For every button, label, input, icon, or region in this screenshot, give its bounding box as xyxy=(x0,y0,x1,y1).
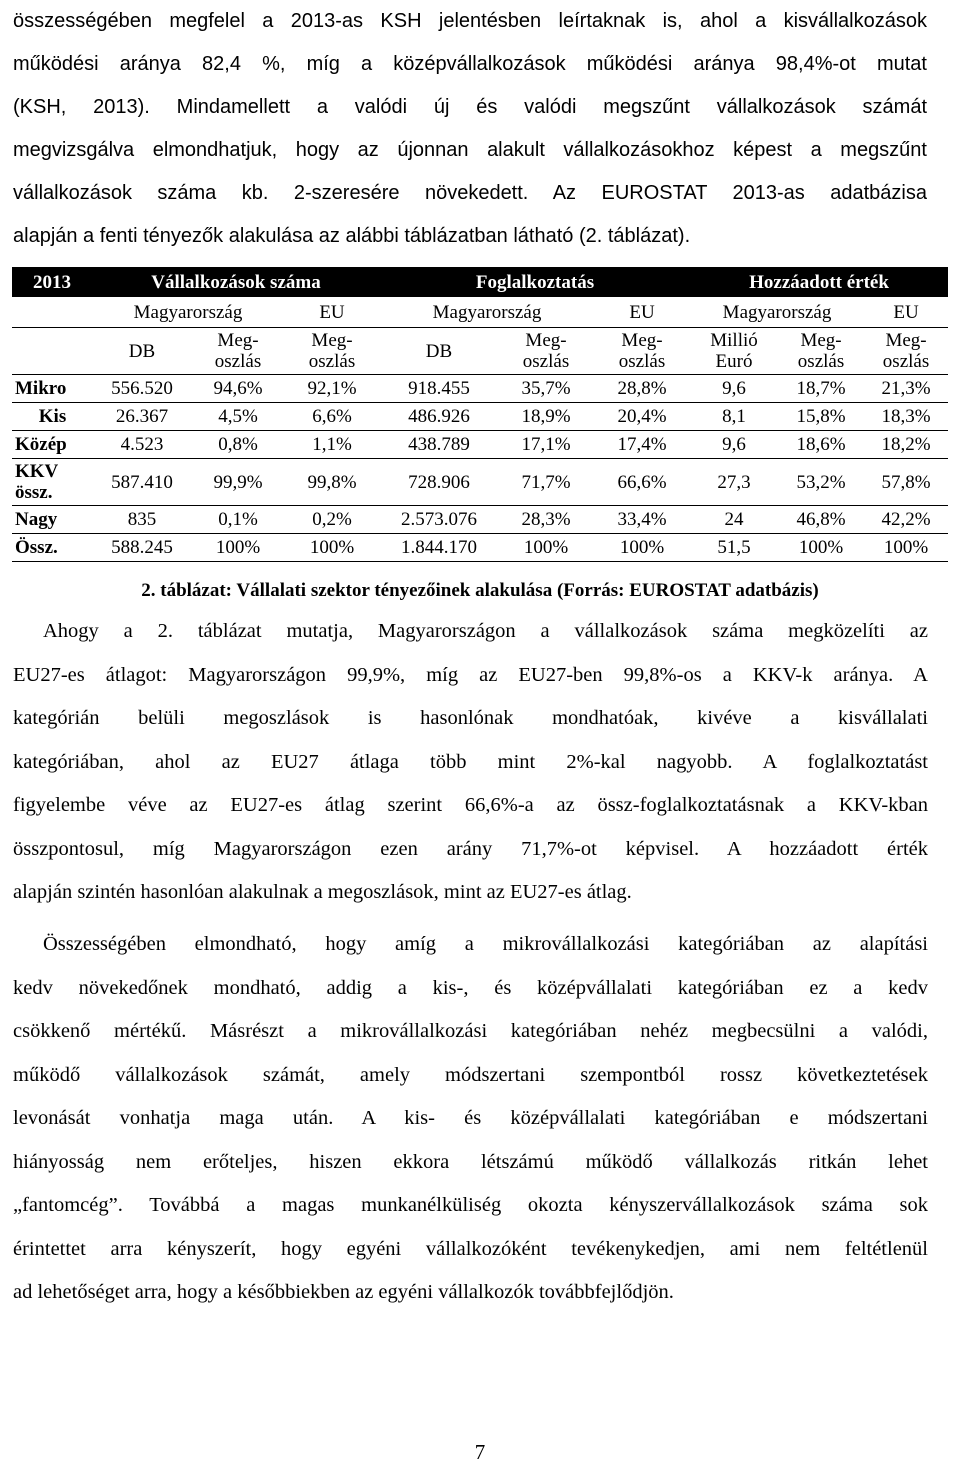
table-row xyxy=(12,431,948,459)
header-group: Hozzáadott érték xyxy=(690,267,948,297)
table-cell: 28,3% xyxy=(498,506,594,534)
text-line: Ahogy a 2. táblázat mutatja, Magyarországon a vállalkozások száma megközelíti az xyxy=(43,620,928,642)
table-cell: 27,3 xyxy=(690,459,778,506)
table-row xyxy=(12,534,948,562)
table-header-measures xyxy=(12,328,948,375)
table-row xyxy=(12,459,948,506)
row-label: Össz. xyxy=(12,534,92,562)
table-cell: 35,7% xyxy=(498,375,594,403)
text-line: figyelembe véve az EU27-es átlag szerint 66,6%-a az össz-foglalkoztatásnak a KKV-kban xyxy=(13,794,928,816)
row-label: Nagy xyxy=(12,506,92,534)
table-cell: 100% xyxy=(284,534,380,562)
table-cell: 20,4% xyxy=(594,403,690,431)
row-label: Közép xyxy=(12,431,92,459)
header-measure: Meg- oszlás xyxy=(284,328,380,375)
header-year: 2013 xyxy=(12,267,92,297)
table-header-groups xyxy=(12,267,948,297)
table-cell: 18,7% xyxy=(778,375,864,403)
table-cell: 100% xyxy=(864,534,948,562)
text-line: működő vállalkozások számát, amely módszertani szempontból rossz következtetések xyxy=(13,1063,928,1086)
table-cell: 2.573.076 xyxy=(380,506,498,534)
table-cell: 8,1 xyxy=(690,403,778,431)
table-cell: 9,6 xyxy=(690,375,778,403)
text-line: kategórián belüli megoszlások is hasonlónak mondhatóak, kivéve a kisvállalati xyxy=(13,707,928,729)
text-line: alapján a fenti tényezők alakulása az alábbi táblázatban látható (2. táblázat). xyxy=(13,225,691,247)
table-cell: 53,2% xyxy=(778,459,864,506)
text-line: levonását vonhatja maga után. A kis- és középvállalati kategóriában e módszertani xyxy=(13,1107,928,1129)
header-measure: DB xyxy=(380,328,498,375)
header-measure: Meg- oszlás xyxy=(594,328,690,375)
header-measure: Millió Euró xyxy=(690,328,778,375)
table-header-regions xyxy=(12,297,948,328)
text-line: működési aránya 82,4 %, míg a középvállalkozások működési aránya 98,4%-ot mutat xyxy=(13,53,927,75)
table-cell: 438.789 xyxy=(380,431,498,459)
text-line: összességében megfelel a 2013-as KSH jelentésben leírtaknak is, ahol a kisvállalkozások xyxy=(13,10,927,32)
header-group: Vállalkozások száma xyxy=(92,267,380,297)
table-row xyxy=(12,375,948,403)
table-caption: 2. táblázat: Vállalati szektor tényezőinek alakulása (Forrás: EUROSTAT adatbázis) xyxy=(141,580,819,601)
table-cell: 94,6% xyxy=(192,375,284,403)
text-line: (KSH, 2013). Mindamellett a valódi új és valódi megszűnt vállalkozások számát xyxy=(13,96,927,118)
header-region: Magyarország xyxy=(380,297,594,328)
row-label: Kis xyxy=(12,403,92,431)
text-line: érintettet arra kényszerít, hogy egyéni vállalkozóként tevékenykedjen, ami nem feltétlenül xyxy=(13,1237,928,1260)
table-cell: 42,2% xyxy=(864,506,948,534)
table-cell: 100% xyxy=(498,534,594,562)
text-line: ad lehetőséget arra, hogy a későbbiekben az egyéni vállalkozók továbbfejlődjön. xyxy=(13,1281,674,1303)
table-cell: 835 xyxy=(92,506,192,534)
text-line: alapján szintén hasonlóan alakulnak a megoszlások, mint az EU27-es átlag. xyxy=(13,881,632,903)
analysis-paragraph xyxy=(13,610,928,915)
summary-paragraph xyxy=(13,923,928,1315)
text-line: csökkenő mértékű. Másrészt a mikrovállalkozási kategóriában nehéz megbecsülni a valódi, xyxy=(13,1020,928,1042)
text-line: Összességében elmondható, hogy amíg a mikrovállalkozási kategóriában az alapítási xyxy=(43,933,928,955)
table-cell: 15,8% xyxy=(778,403,864,431)
table-cell: 728.906 xyxy=(380,459,498,506)
text-line: „fantomcég”. Továbbá a magas munkanélküliség okozta kényszervállalkozások száma sok xyxy=(13,1194,928,1216)
table-cell: 99,9% xyxy=(192,459,284,506)
table-cell: 26.367 xyxy=(92,403,192,431)
table-cell: 1.844.170 xyxy=(380,534,498,562)
table-cell: 556.520 xyxy=(92,375,192,403)
row-label: KKV össz. xyxy=(12,459,92,506)
table-cell: 46,8% xyxy=(778,506,864,534)
table-cell: 0,1% xyxy=(192,506,284,534)
header-region: EU xyxy=(594,297,690,328)
table-cell: 18,2% xyxy=(864,431,948,459)
table-cell: 1,1% xyxy=(284,431,380,459)
table-cell: 588.245 xyxy=(92,534,192,562)
table-cell: 918.455 xyxy=(380,375,498,403)
table-cell: 587.410 xyxy=(92,459,192,506)
table-cell: 6,6% xyxy=(284,403,380,431)
table-cell: 71,7% xyxy=(498,459,594,506)
header-group: Foglalkoztatás xyxy=(380,267,690,297)
table-cell: 0,8% xyxy=(192,431,284,459)
table-cell: 9,6 xyxy=(690,431,778,459)
table-cell: 57,8% xyxy=(864,459,948,506)
page-number: 7 xyxy=(474,1440,486,1464)
header-measure: Meg- oszlás xyxy=(498,328,594,375)
header-region: Magyarország xyxy=(690,297,864,328)
text-line: vállalkozások száma kb. 2-szeresére növekedett. Az EUROSTAT 2013-as adatbázisa xyxy=(13,182,927,204)
header-measure: Meg- oszlás xyxy=(192,328,284,375)
table-cell: 92,1% xyxy=(284,375,380,403)
table-cell: 0,2% xyxy=(284,506,380,534)
table-cell: 17,4% xyxy=(594,431,690,459)
text-line: EU27-es átlagot: Magyarországon 99,9%, míg az EU27-ben 99,8%-os a KKV-k aránya. A xyxy=(13,663,928,686)
table-cell: 33,4% xyxy=(594,506,690,534)
header-region: EU xyxy=(864,297,948,328)
table-cell: 18,9% xyxy=(498,403,594,431)
table-cell: 28,8% xyxy=(594,375,690,403)
table-cell: 99,8% xyxy=(284,459,380,506)
table-cell: 24 xyxy=(690,506,778,534)
table-cell: 486.926 xyxy=(380,403,498,431)
table-cell: 18,6% xyxy=(778,431,864,459)
enterprise-table xyxy=(12,267,948,562)
header-region: Magyarország xyxy=(92,297,284,328)
header-measure: DB xyxy=(92,328,192,375)
table-cell: 100% xyxy=(594,534,690,562)
header-measure: Meg- oszlás xyxy=(778,328,864,375)
table-cell: 4.523 xyxy=(92,431,192,459)
table-cell: 18,3% xyxy=(864,403,948,431)
text-line: megvizsgálva elmondhatjuk, hogy az újonnan alakult vállalkozásokhoz képest a megszűnt xyxy=(13,139,927,161)
table-cell: 66,6% xyxy=(594,459,690,506)
text-line: hiányosság nem erőteljes, hiszen ekkora létszámú működő vállalkozás ritkán lehet xyxy=(13,1150,928,1173)
table-cell: 51,5 xyxy=(690,534,778,562)
text-line: kedv növekedőnek mondható, addig a kis-, és középvállalati kategóriában ez a kedv xyxy=(13,976,928,999)
table-cell: 4,5% xyxy=(192,403,284,431)
table-row xyxy=(12,403,948,431)
text-line: összpontosul, míg Magyarországon ezen arány 71,7%-ot képvisel. A hozzáadott érték xyxy=(13,837,928,860)
row-label: Mikro xyxy=(12,375,92,403)
table-cell: 100% xyxy=(778,534,864,562)
table-cell: 100% xyxy=(192,534,284,562)
table-cell: 17,1% xyxy=(498,431,594,459)
header-region: EU xyxy=(284,297,380,328)
table-row xyxy=(12,506,948,534)
intro-paragraph xyxy=(13,0,927,258)
table-cell: 21,3% xyxy=(864,375,948,403)
header-measure: Meg- oszlás xyxy=(864,328,948,375)
text-line: kategóriában, ahol az EU27 átlaga több mint 2%-kal nagyobb. A foglalkoztatást xyxy=(13,750,928,773)
